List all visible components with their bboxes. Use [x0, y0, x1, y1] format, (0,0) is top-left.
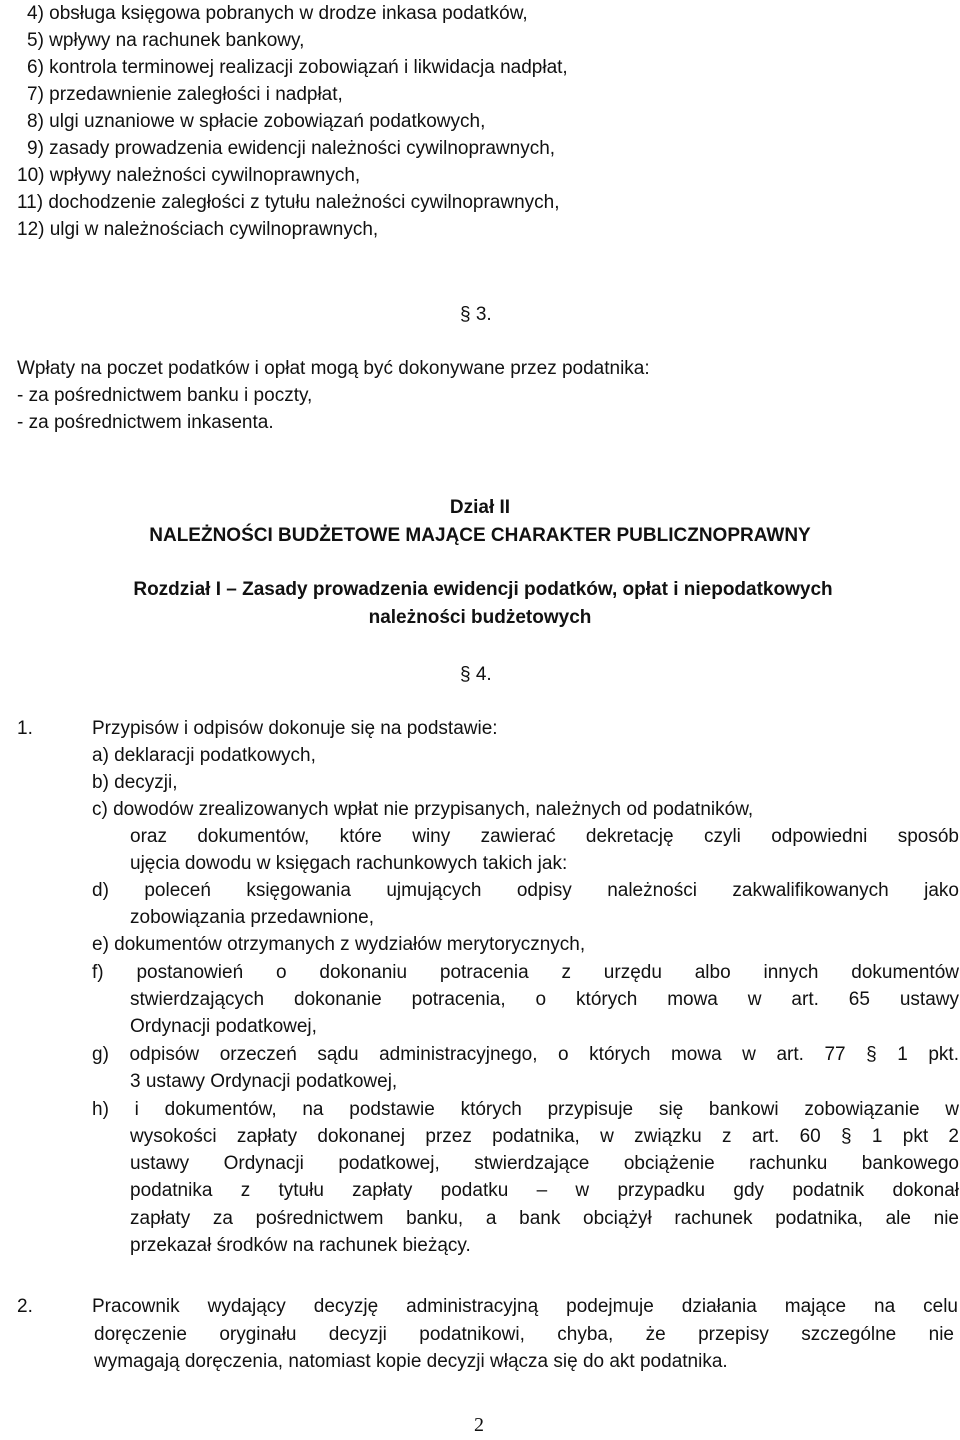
sub-item-c: c) dowodów zrealizowanych wpłat nie przypisanych, należnych od podatników, — [92, 799, 754, 820]
chapter-title-cont: należności budżetowych — [368, 607, 592, 628]
sub-item-e: e) dokumentów otrzymanych z wydziałów merytorycznych, — [92, 934, 586, 955]
division-subtitle: NALEŻNOŚCI BUDŻETOWE MAJĄCE CHARAKTER PUBLICZNOPRAWNY — [149, 525, 811, 546]
section-heading-3: § 3. — [460, 304, 492, 325]
list-item: 6) kontrola terminowej realizacji zobowiązań i likwidacja nadpłat, — [27, 57, 568, 78]
list-item: 4) obsługa księgowa pobranych w drodze inkasa podatków, — [27, 3, 528, 24]
point-number: 1. — [17, 718, 33, 739]
sub-item-h-cont: ustawy Ordynacji podatkowej, stwierdzające obciążenie rachunku bankowego — [130, 1153, 959, 1174]
list-item: 11) dochodzenie zaległości z tytułu należności cywilnoprawnych, — [17, 192, 560, 213]
sub-item-f: f) postanowień o dokonaniu potracenia z urzędu albo innych dokumentów — [92, 962, 959, 983]
sub-item-g: g) odpisów orzeczeń sądu administracyjnego, o których mowa w art. 77 § 1 pkt. — [92, 1044, 959, 1065]
point2-text: Pracownik wydający decyzję administracyjną podejmuje działania mające na celu — [92, 1296, 958, 1317]
chapter-title: Rozdział I – Zasady prowadzenia ewidencji podatków, opłat i niepodatkowych — [133, 579, 833, 600]
list-item: 9) zasady prowadzenia ewidencji należności cywilnoprawnych, — [27, 138, 556, 159]
division-title: Dział II — [449, 497, 511, 518]
section3-item: - za pośrednictwem banku i poczty, — [17, 385, 313, 406]
point2-text-cont: wymagają doręczenia, natomiast kopie decyzji włącza się do akt podatnika. — [94, 1351, 728, 1372]
sub-item-h-cont: podatnika z tytułu zapłaty podatku – w przypadku gdy podatnik dokonał — [130, 1180, 959, 1201]
point1-intro: Przypisów i odpisów dokonuje się na podstawie: — [92, 718, 498, 739]
sub-item-h-cont: wysokości zapłaty dokonanej przez podatnika, w związku z art. 60 § 1 pkt 2 — [130, 1126, 959, 1147]
section3-intro: Wpłaty na poczet podatków i opłat mogą być dokonywane przez podatnika: — [17, 358, 650, 379]
sub-item-h-cont: przekazał środków na rachunek bieżący. — [130, 1235, 471, 1256]
sub-item-h: h) i dokumentów, na podstawie których przypisuje się bankowi zobowiązanie w — [92, 1099, 959, 1120]
sub-item-a: a) deklaracji podatkowych, — [92, 745, 316, 766]
list-item: 10) wpływy należności cywilnoprawnych, — [17, 165, 361, 186]
sub-item-b: b) decyzji, — [92, 772, 178, 793]
list-item: 5) wpływy na rachunek bankowy, — [27, 30, 305, 51]
list-item: 12) ulgi w należnościach cywilnoprawnych, — [17, 219, 379, 240]
section3-item: - za pośrednictwem inkasenta. — [17, 412, 274, 433]
sub-item-h-cont: zapłaty za pośrednictwem banku, a bank obciążył rachunek podatnika, ale nie — [130, 1208, 959, 1229]
list-item: 7) przedawnienie zaległości i nadpłat, — [27, 84, 343, 105]
page-number: 2 — [474, 1414, 484, 1436]
sub-item-c-cont: ujęcia dowodu w księgach rachunkowych takich jak: — [130, 853, 568, 874]
sub-item-g-cont: 3 ustawy Ordynacji podatkowej, — [130, 1071, 398, 1092]
sub-item-f-cont: stwierdzających dokonanie potracenia, o których mowa w art. 65 ustawy — [130, 989, 959, 1010]
sub-item-d-cont: zobowiązania przedawnione, — [130, 907, 374, 928]
sub-item-f-cont: Ordynacji podatkowej, — [130, 1016, 317, 1037]
point2-text-cont: doręczenie oryginału decyzji podatnikowi, chyba, że przepisy szczególne nie — [94, 1324, 954, 1345]
point-number: 2. — [17, 1296, 33, 1317]
sub-item-d: d) poleceń księgowania ujmujących odpisy należności zakwalifikowanych jako — [92, 880, 959, 901]
sub-item-c-cont: oraz dokumentów, które winy zawierać dekretację czyli odpowiedni sposób — [130, 826, 959, 847]
section-heading-4: § 4. — [460, 664, 492, 685]
list-item: 8) ulgi uznaniowe w spłacie zobowiązań podatkowych, — [27, 111, 486, 132]
